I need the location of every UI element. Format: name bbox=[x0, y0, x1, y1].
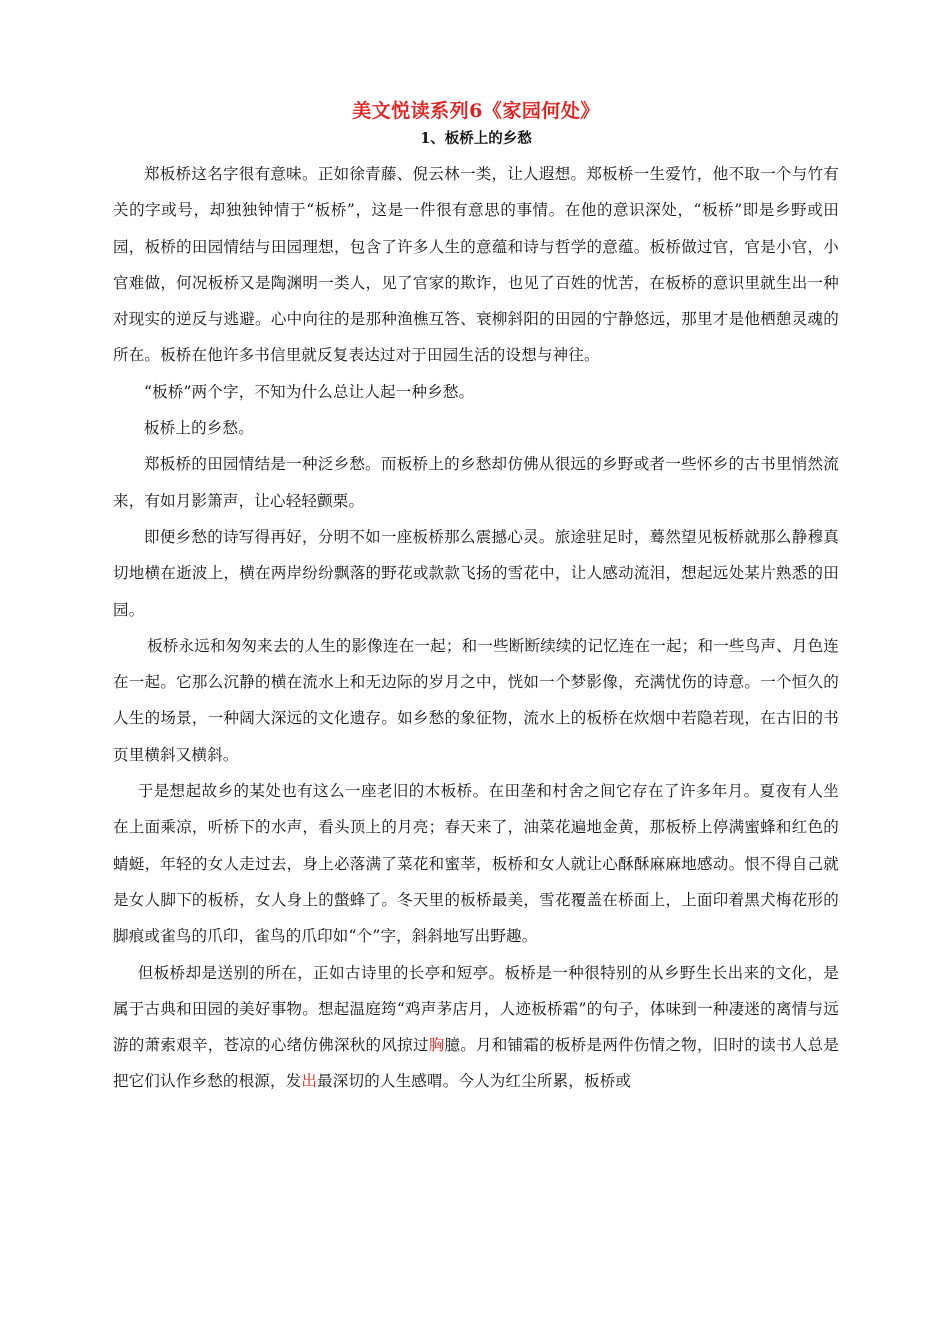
paragraph-6: 板桥永远和匆匆来去的人生的影像连在一起；和一些断断续续的记忆连在一起；和一些鸟声、月色连在一起。它那么沉静的横在流水上和无边际的岁月之中，恍如一个梦影像，充满忧伤的诗意。一个恒久的人生的场景，一种阔大深远的文化遗存。如乡愁的象征物，流水上的板桥在炊烟中若隐若现，在古旧的书页里横斜又横斜。 bbox=[113, 636, 839, 764]
paragraph-3: 板桥上的乡愁。 bbox=[144, 419, 254, 438]
paragraph-2: “板桥”两个字，不知为什么总让人起一种乡愁。 bbox=[144, 382, 475, 401]
document-page bbox=[113, 96, 839, 1100]
paragraph-1: 郑板桥这名字很有意味。正如徐青藤、倪云林一类，让人遐想。郑板桥一生爱竹，他不取一个与竹有关的字或号，却独独钟情于“板桥”，这是一件很有意思的事情。在他的意识深处，“板桥”即是乡野或田园，板桥的田园情结与田园理想，包含了许多人生的意蕴和诗与哲学的意蕴。板桥做过官，官是小官，小官难做，何况板桥又是陶渊明一类人，见了官家的欺诈，也见了百姓的忧苦，在板桥的意识里就生出一种对现实的逆反与逃避。心中向往的是那种渔樵互答、衰柳斜阳的田园的宁静悠远，那里才是他栖憩灵魂的所在。板桥在他许多书信里就反复表达过对于田园生活的设想与神往。 bbox=[113, 165, 839, 365]
paragraph-8 bbox=[113, 955, 839, 1100]
highlighted-char-xiong: 胸 bbox=[428, 1036, 445, 1055]
paragraph-8-part-3: 最深切的人生感喟。今人为红尘所累，板桥或 bbox=[317, 1072, 632, 1091]
paragraph-4: 郑板桥的田园情结是一种泛乡愁。而板桥上的乡愁却仿佛从很远的乡野或者一些怀乡的古书里悄然流来，有如月影箫声，让心轻轻颤栗。 bbox=[113, 455, 839, 510]
paragraph-5: 即便乡愁的诗写得再好，分明不如一座板桥那么震撼心灵。旅途驻足时，蓦然望见板桥就那么静穆真切地横在逝波上，横在两岸纷纷飘落的野花或款款飞扬的雪花中，让人感动流泪，想起远处某片熟悉的田园。 bbox=[113, 527, 839, 619]
paragraph-8-part-1: 但板桥却是送别的所在，正如古诗里的长亭和短亭。板桥是一种很特别的从乡野生长出来的文化，是属于古典和田园的美好事物。想起温庭筠“鸡声茅店月，人迹板桥霜”的句子，体味到一种凄迷的离情与远游的萧索艰辛，苍凉的心绪仿佛深秋的风掠过 bbox=[113, 963, 839, 1055]
paragraph-7: 于是想起故乡的某处也有这么一座老旧的木板桥。在田垄和村舍之间它存在了许多年月。夏夜有人坐在上面乘凉，听桥下的水声，看头顶上的月亮；春天来了，油菜花遍地金黄，那板桥上停满蜜蜂和红色的蜻蜓，年轻的女人走过去，身上必落满了菜花和蜜莘，板桥和女人就让心酥酥麻麻地感动。恨不得自己就是女人脚下的板桥，女人身上的蟞蜂了。冬天里的板桥最美，雪花覆盖在桥面上，上面印着黑犬梅花形的脚痕或雀鸟的爪印，雀鸟的爪印如“个”字，斜斜地写出野趣。 bbox=[113, 782, 839, 946]
document-title: 美文悦读系列6《家园何处》 bbox=[352, 100, 600, 122]
paragraph-8-part-2: 臆。月和铺霜的板桥是两件伤情之物，旧时的读书人总是把它们认作乡愁的根源，发 bbox=[113, 1036, 839, 1091]
section-title: 1、板桥上的乡愁 bbox=[420, 130, 532, 147]
highlighted-char-chu: 出 bbox=[301, 1072, 318, 1091]
